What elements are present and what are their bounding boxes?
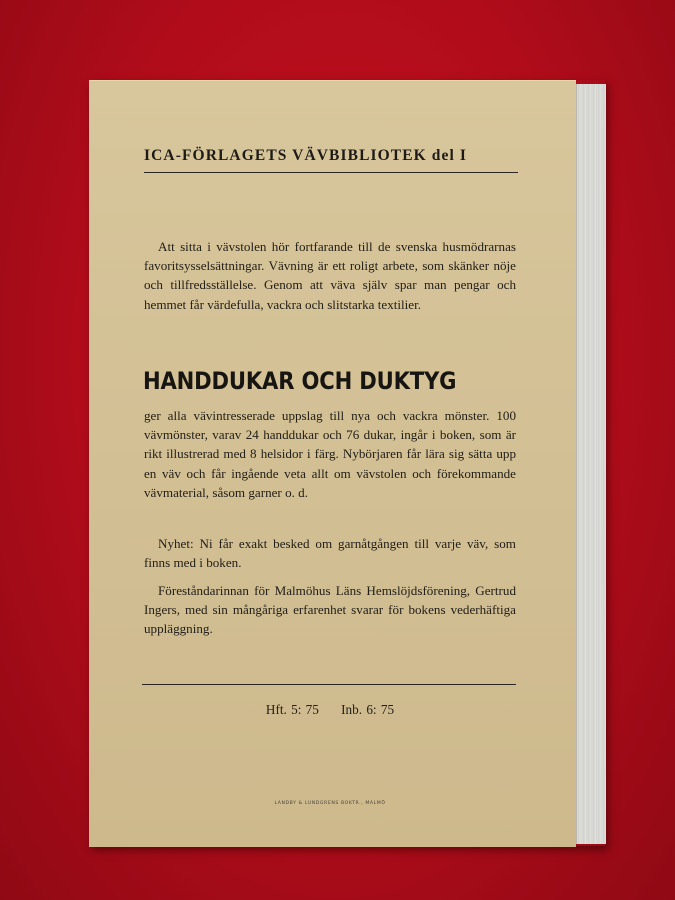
news-paragraph: Nyhet: Ni får exakt besked om garnåtgången till varje väv, som finns med i boken. — [144, 536, 516, 571]
intro-paragraph: Att sitta i vävstolen hör fortfarande till de svenska husmödrarnas favoritsysselsättningar. Vävning är ett roligt arbete, som skänker nöje och tillfredsställelse. Genom att väva själv spar man pengar och hemmet får värdefulla, vackra och slitstarka textilier. — [144, 239, 516, 312]
description-paragraph: ger alla vävintresserade uppslag till nya och vackra mönster. 100 vävmönster, varav 24 handdukar och 76 dukar, ingår i boken, som är rikt illustrerad med 8 helsidor i färg. Nybörjaren får lära sig sätta upp en väv och får ingående veta allt om vävstolen och förekommande vävmaterial, såsom garner o. d. — [144, 408, 516, 500]
cover-paper — [89, 80, 576, 847]
bottom-rule — [142, 684, 516, 685]
book-back-cover — [89, 80, 605, 846]
author-paragraph: Föreståndarinnan för Malmöhus Läns Hemslöjdsförening, Gertrud Ingers, med sin mångåriga erfarenhet svarar för bokens vederhäftiga uppläggning. — [144, 583, 516, 637]
book-title-headline: HANDDUKAR OCH DUKTYG — [143, 367, 457, 395]
hardcover-price: Inb. 6: 75 — [341, 702, 395, 717]
series-title: ICA-FÖRLAGETS VÄVBIBLIOTEK del I — [144, 147, 468, 164]
softcover-price: Hft. 5: 75 — [265, 702, 319, 717]
price-line — [144, 702, 516, 718]
top-rule — [144, 172, 518, 173]
cloth-spine — [576, 84, 606, 844]
printer-imprint: LANDBY & LUNDGRENS BOKTR., MALMÖ — [274, 801, 386, 806]
